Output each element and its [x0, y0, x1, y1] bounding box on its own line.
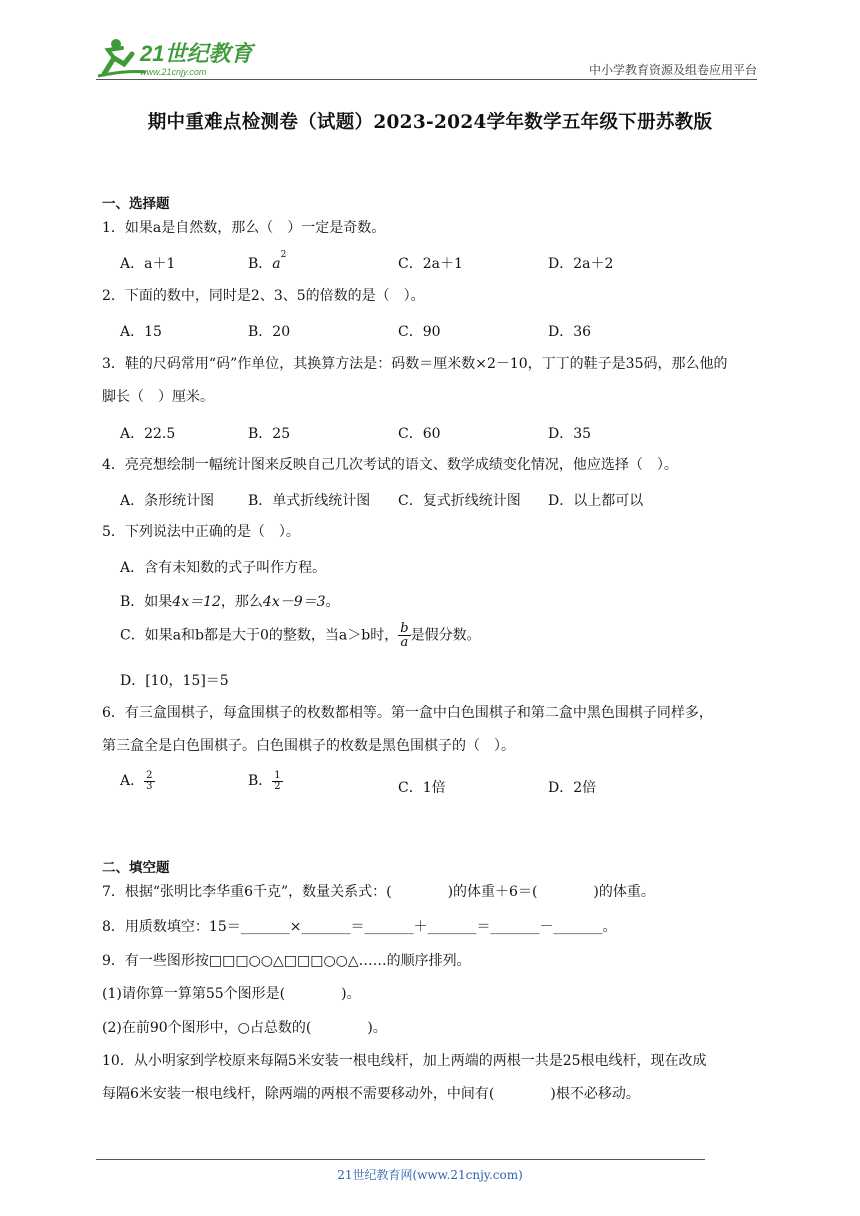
footer-divider: [96, 1159, 705, 1160]
q5-option-c-fraction: [398, 622, 410, 649]
fraction-numerator: b: [400, 621, 409, 636]
platform-name: 中小学教育资源及组卷应用平台: [588, 63, 757, 77]
q1-option-b-base: a: [272, 256, 281, 272]
q4-option-c: C．复式折线统计图: [398, 493, 521, 509]
question-3-line-1: 3．鞋的尺码常用“码”作单位，其换算方法是：码数＝厘米数×2－10，丁丁的鞋子是35码，那么他的: [102, 356, 728, 372]
question-7: 7．根据“张明比李华重6千克”，数量关系式：( )的体重＋6＝( )的体重。: [102, 884, 655, 900]
q6-option-a: [120, 770, 155, 792]
q5-option-c-end: 是假分数。: [410, 627, 481, 644]
q5-option-d: D．[10，15]＝5: [120, 673, 229, 689]
q5-option-b: [120, 591, 340, 611]
footer-link[interactable]: 21世纪教育网(www.21cnjy.com): [337, 1168, 523, 1182]
q5-option-c: [120, 622, 481, 649]
q1-option-b-label: B．: [248, 256, 273, 272]
page-title: 期中重难点检测卷（试题）2023-2024学年数学五年级下册苏教版: [147, 112, 713, 133]
question-4: 4．亮亮想绘制一幅统计图来反映自己几次考试的语文、数学成绩变化情况，他应选择（ ）。: [102, 457, 678, 473]
q2-option-b: B．20: [248, 324, 291, 340]
question-1: 1．如果a是自然数，那么（ ）一定是奇数。: [102, 220, 386, 236]
q1-option-d: D．2a＋2: [548, 256, 614, 272]
question-5: 5．下列说法中正确的是（ ）。: [102, 524, 300, 540]
q4-option-a: A．条形统计图: [120, 493, 215, 509]
section-choice-heading: 一、选择题: [102, 196, 170, 212]
q3-option-d: D．35: [548, 426, 592, 442]
q1-option-c: C．2a＋1: [398, 256, 463, 272]
question-3-line-2: 脚长（ ）厘米。: [102, 389, 214, 405]
q6-option-b-fraction: [272, 771, 282, 792]
q3-option-c: C．60: [398, 426, 441, 442]
q6-option-b: [248, 770, 283, 792]
fraction-denominator: 3: [146, 780, 153, 792]
q5-option-b-end: 。: [325, 594, 340, 610]
q3-option-b: B．25: [248, 426, 291, 442]
logo-url: www.21cnjy.com: [140, 67, 207, 77]
q2-option-c: C．90: [398, 324, 441, 340]
q5-option-b-middle: ，那么: [220, 594, 263, 610]
question-6-line-2: 第三盒全是白色围棋子。白色围棋子的枚数是黑色围棋子的（ ）。: [102, 738, 515, 754]
question-10-line-1: 10．从小明家到学校原来每隔5米安装一根电线杆，加上两端的两根一共是25根电线杆，现在改成: [102, 1053, 707, 1069]
q2-option-a: A．15: [120, 324, 162, 340]
q4-option-b: B．单式折线统计图: [248, 493, 371, 509]
q1-option-b-exponent: 2: [280, 250, 287, 260]
question-8: 8．用质数填空：15＝_______×_______＝_______＋_______＝_______－_______。: [102, 919, 617, 935]
q5-option-c-prefix: C．如果a和b都是大于0的整数，当a＞b时，: [120, 627, 399, 644]
q6-option-a-label: A．: [120, 773, 145, 789]
question-9: 9．有一些图形按□□□○○△□□□○○△……的顺序排列。: [102, 953, 471, 969]
question-6-line-1: 6．有三盒围棋子，每盒围棋子的枚数都相等。第一盒中白色围棋子和第二盒中黑色围棋子同样多，: [102, 705, 713, 721]
q3-option-a: A．22.5: [120, 426, 176, 442]
q4-option-d: D．以上都可以: [548, 493, 644, 509]
fraction-denominator: 2: [274, 780, 281, 792]
q6-option-b-label: B．: [248, 773, 273, 789]
q5-option-b-equation-1: 4x＝12: [172, 594, 221, 610]
fraction-denominator: a: [400, 635, 409, 650]
q5-option-b-equation-2: 4x－9＝3: [262, 594, 326, 610]
q6-option-c: C．1倍: [398, 780, 446, 796]
fraction-numerator: 1: [274, 769, 281, 781]
q6-option-a-fraction: [144, 771, 154, 792]
question-9-part-1: (1)请你算一算第55个图形是( )。: [102, 986, 361, 1002]
q2-option-d: D．36: [548, 324, 592, 340]
question-2: 2．下面的数中，同时是2、3、5的倍数的是（ ）。: [102, 288, 425, 304]
question-9-part-2: (2)在前90个图形中，○占总数的( )。: [102, 1020, 387, 1036]
q1-option-a: A．a＋1: [120, 256, 176, 272]
logo-text: 21世纪教育: [140, 41, 253, 66]
section-fill-heading: 二、填空题: [102, 860, 170, 876]
site-logo: [96, 36, 261, 78]
q5-option-a: A．含有未知数的式子叫作方程。: [120, 560, 327, 576]
q1-option-b: [248, 250, 287, 273]
fraction-numerator: 2: [146, 769, 153, 781]
header-divider: [96, 79, 757, 80]
question-10-line-2: 每隔6米安装一根电线杆，除两端的两根不需要移动外，中间有( )根不必移动。: [102, 1086, 640, 1102]
q6-option-d: D．2倍: [548, 780, 597, 796]
q5-option-b-prefix: B．如果: [120, 594, 173, 610]
